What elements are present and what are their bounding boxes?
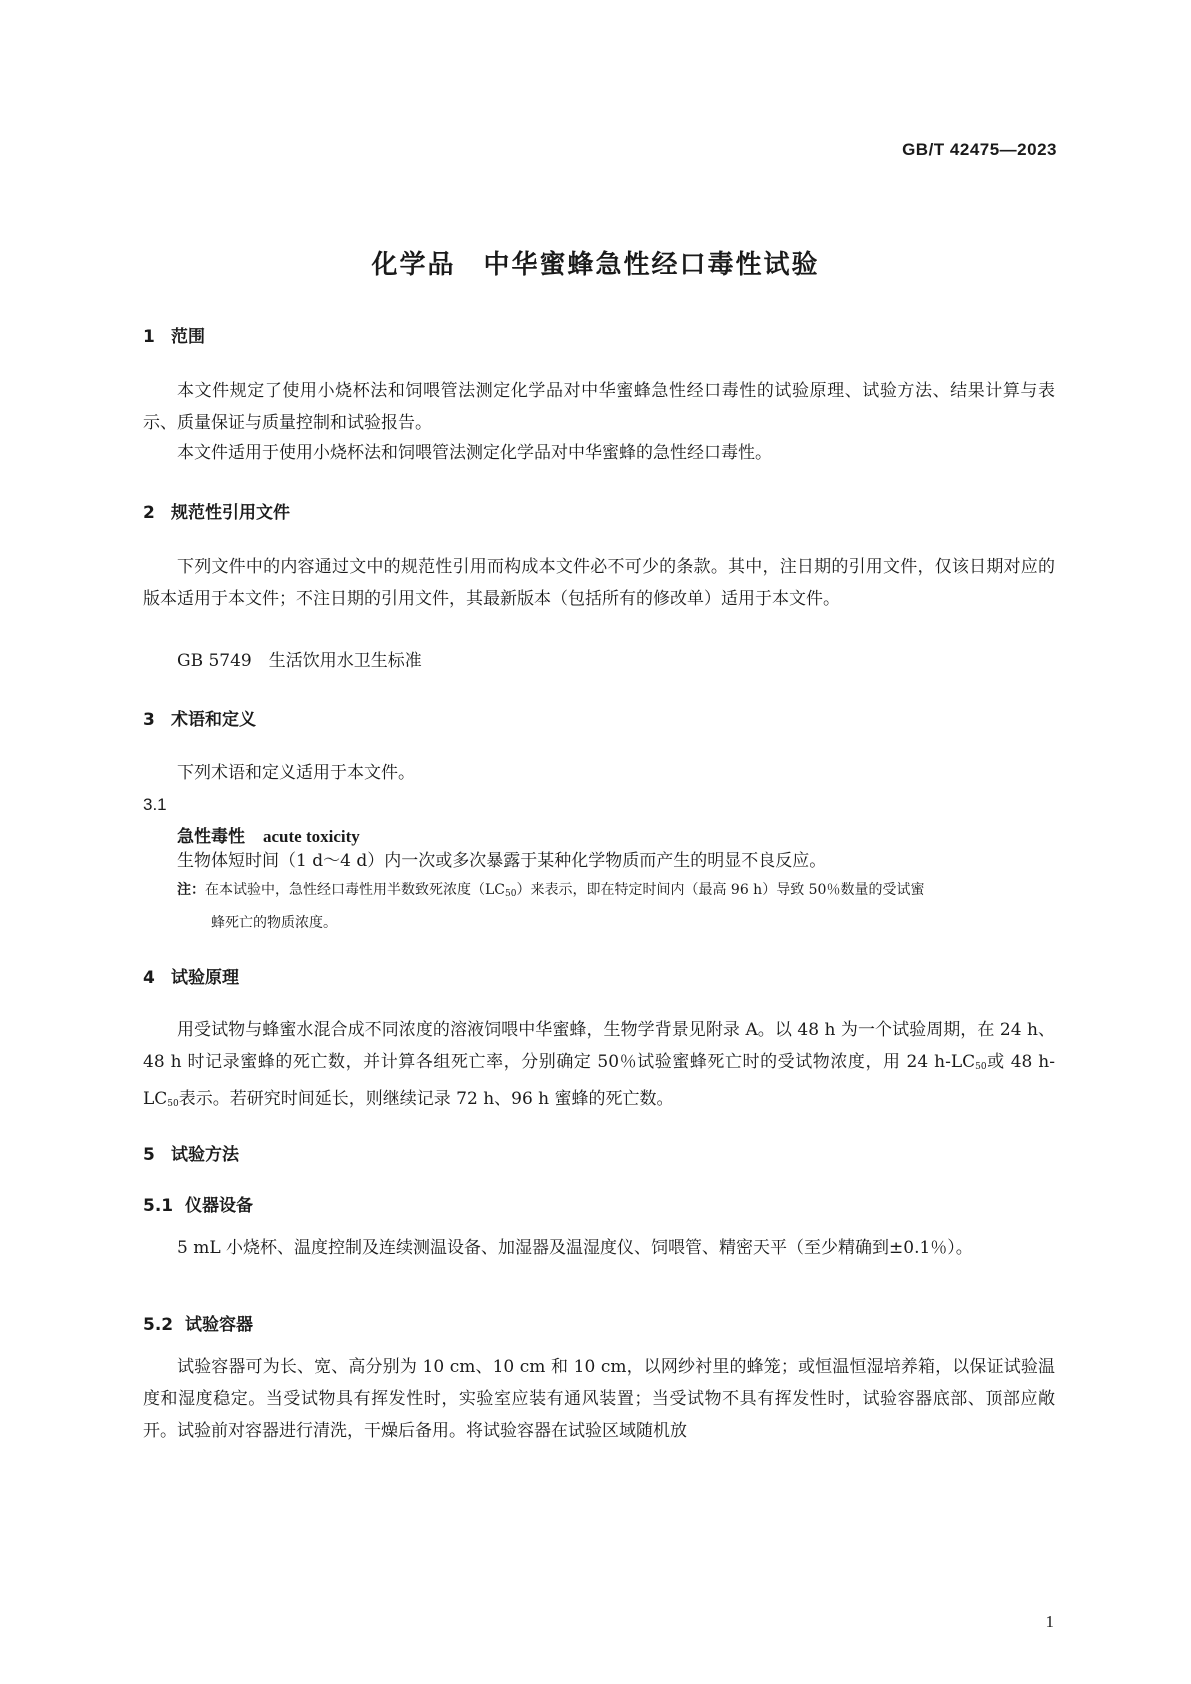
- lc50-subscript-1: 50: [975, 1062, 987, 1072]
- section-1-heading: [143, 322, 205, 347]
- section-number: 1: [143, 327, 155, 347]
- principle-text-b: 或 48 h-LC: [143, 1052, 1055, 1109]
- principle-paragraph: [143, 1014, 1055, 1120]
- term-number: 3.1: [143, 795, 167, 814]
- scope-paragraph-2: 本文件适用于使用小烧杯法和饲喂管法测定化学品对中华蜜蜂的急性经口毒性。: [177, 443, 772, 463]
- section-number: 2: [143, 503, 155, 523]
- section-title: 仪器设备: [185, 1196, 253, 1216]
- section-number: 3: [143, 710, 155, 730]
- note-subscript: 50: [505, 889, 517, 899]
- normative-references-paragraph: 下列文件中的内容通过文中的规范性引用而构成本文件必不可少的条款。其中，注日期的引用文件，仅该日期对应的版本适用于本文件；不注日期的引用文件，其最新版本（包括所有的修改单）适用于本文件。: [143, 557, 1055, 609]
- term-note: [177, 876, 1057, 938]
- scope-paragraph-1: 本文件规定了使用小烧杯法和饲喂管法测定化学品对中华蜜蜂急性经口毒性的试验原理、试验方法、结果计算与表示、质量保证与质量控制和试验报告。: [143, 381, 1055, 433]
- standard-code: GB/T 42475—2023: [902, 140, 1057, 159]
- reference-gb5749: GB 5749 生活饮用水卫生标准: [177, 651, 422, 671]
- principle-text-c: 表示。若研究时间延长，则继续记录 72 h、96 h 蜜蜂的死亡数。: [178, 1089, 674, 1109]
- principle-text-a: 用受试物与蜂蜜水混合成不同浓度的溶液饲喂中华蜜蜂，生物学背景见附录 A。以 48 h 为一个试验周期，在 24 h、48 h 时记录蜜蜂的死亡数，并计算各组死亡率，分别确定 50％试验蜜蜂死亡时的受试物浓度，用 24 h-LC: [143, 1020, 1055, 1072]
- section-title: 试验容器: [185, 1315, 253, 1335]
- section-number: 4: [143, 968, 155, 988]
- section-title: 规范性引用文件: [171, 503, 290, 523]
- section-5-2-heading: [143, 1310, 253, 1335]
- document-title: 化学品 中华蜜蜂急性经口毒性试验: [371, 250, 820, 280]
- note-text-a: 在本试验中，急性经口毒性用半数致死浓度（LC: [205, 882, 506, 898]
- section-4-heading: [143, 963, 239, 988]
- terms-intro: 下列术语和定义适用于本文件。: [177, 763, 415, 783]
- test-container-paragraph: 试验容器可为长、宽、高分别为 10 cm、10 cm 和 10 cm，以网纱衬里的蜂笼；或恒温恒湿培养箱，以保证试验温度和湿度稳定。当受试物具有挥发性时，实验室应装有通风装置；当受试物不具有挥发性时，试验容器底部、顶部应敞开。试验前对容器进行清洗，干燥后备用。将试验容器在试验区域随机放: [143, 1357, 1055, 1441]
- note-label: 注：: [177, 882, 205, 898]
- section-title: 试验原理: [171, 968, 239, 988]
- lc50-subscript-2: 50: [167, 1099, 179, 1109]
- section-5-1-heading: [143, 1191, 253, 1216]
- section-number: 5: [143, 1145, 155, 1165]
- note-text-b: ）来表示，即在特定时间内（最高 96 h）导致 50％数量的受试蜜: [516, 882, 925, 898]
- term-chinese: 急性毒性: [177, 827, 245, 847]
- section-number: 5.2: [143, 1315, 174, 1335]
- section-title: 范围: [171, 327, 205, 347]
- section-5-heading: [143, 1140, 239, 1165]
- note-text-c: 蜂死亡的物质浓度。: [211, 915, 337, 931]
- section-number: 5.1: [143, 1196, 174, 1216]
- term-definition: 生物体短时间（1 d～4 d）内一次或多次暴露于某种化学物质而产生的明显不良反应。: [177, 851, 827, 871]
- section-2-heading: [143, 498, 290, 523]
- term-entry: [177, 822, 360, 847]
- section-3-heading: [143, 705, 256, 730]
- section-title: 术语和定义: [171, 710, 256, 730]
- page-number: 1: [1045, 1612, 1054, 1631]
- section-title: 试验方法: [171, 1145, 239, 1165]
- apparatus-paragraph: 5 mL 小烧杯、温度控制及连续测温设备、加湿器及温湿度仪、饲喂管、精密天平（至少精确到±0.1％）。: [177, 1238, 973, 1258]
- term-english: acute toxicity: [263, 827, 360, 846]
